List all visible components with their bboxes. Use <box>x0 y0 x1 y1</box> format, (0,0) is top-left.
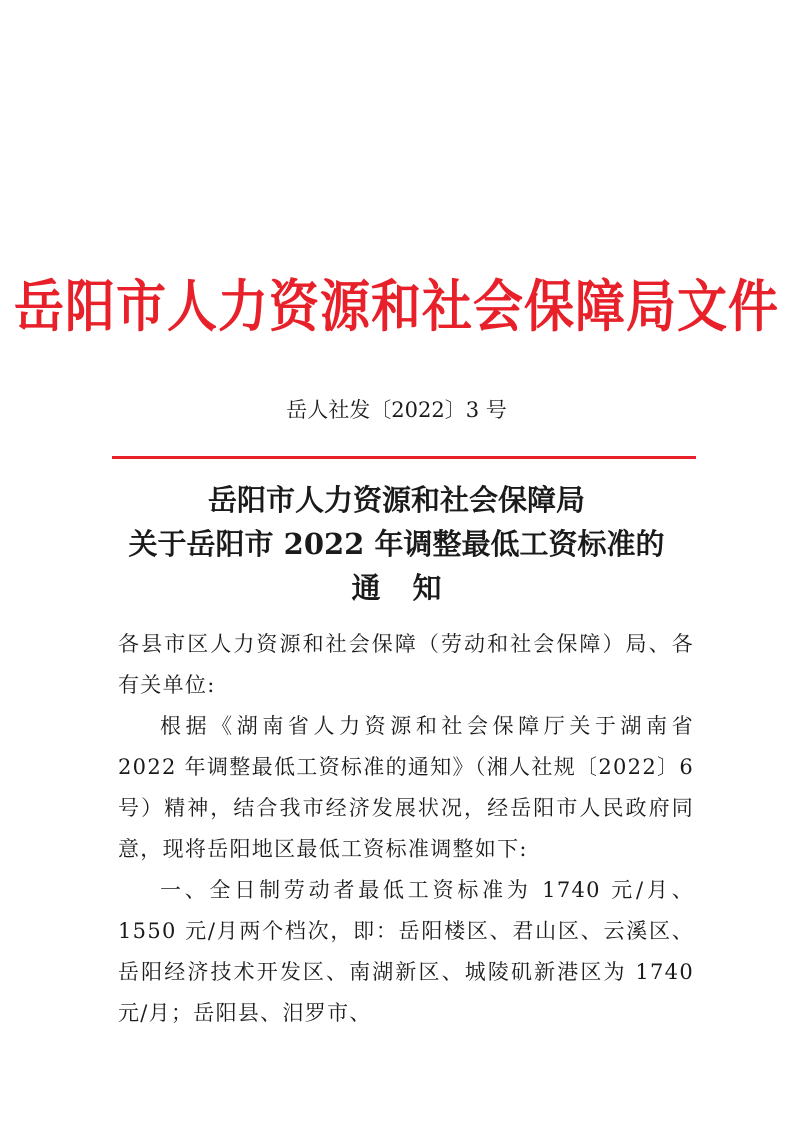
basis-paragraph: 根据《湖南省人力资源和社会保障厅关于湖南省 2022 年调整最低工资标准的通知》（湘人社规〔2022〕6 号）精神，结合我市经济发展状况，经岳阳市人民政府同意，现将岳阳地区最低工资标准调整如下: <box>118 714 694 861</box>
title-line-1: 岳阳市人力资源和社会保障局 <box>207 483 585 517</box>
document-number: 岳人社发〔2022〕3 号 <box>286 398 507 422</box>
item-one-paragraph: 一、全日制劳动者最低工资标准为 1740 元/月、1550 元/月两个档次，即：岳阳楼区、君山区、云溪区、岳阳经济技术开发区、南湖新区、城陵矶新港区为 1740 元/月；岳阳县、汨罗市、 <box>118 878 694 1025</box>
document-body <box>118 624 694 1034</box>
title-line-3: 通知 <box>351 571 474 605</box>
title-line-2: 关于岳阳市 2022 年调整最低工资标准的 <box>128 527 665 561</box>
red-divider-line <box>112 456 696 459</box>
issuer-header: 岳阳市人力资源和社会保障局文件 <box>14 273 779 340</box>
document-title <box>0 478 793 610</box>
addressee-paragraph: 各县市区人力资源和社会保障（劳动和社会保障）局、各有关单位: <box>118 632 694 697</box>
